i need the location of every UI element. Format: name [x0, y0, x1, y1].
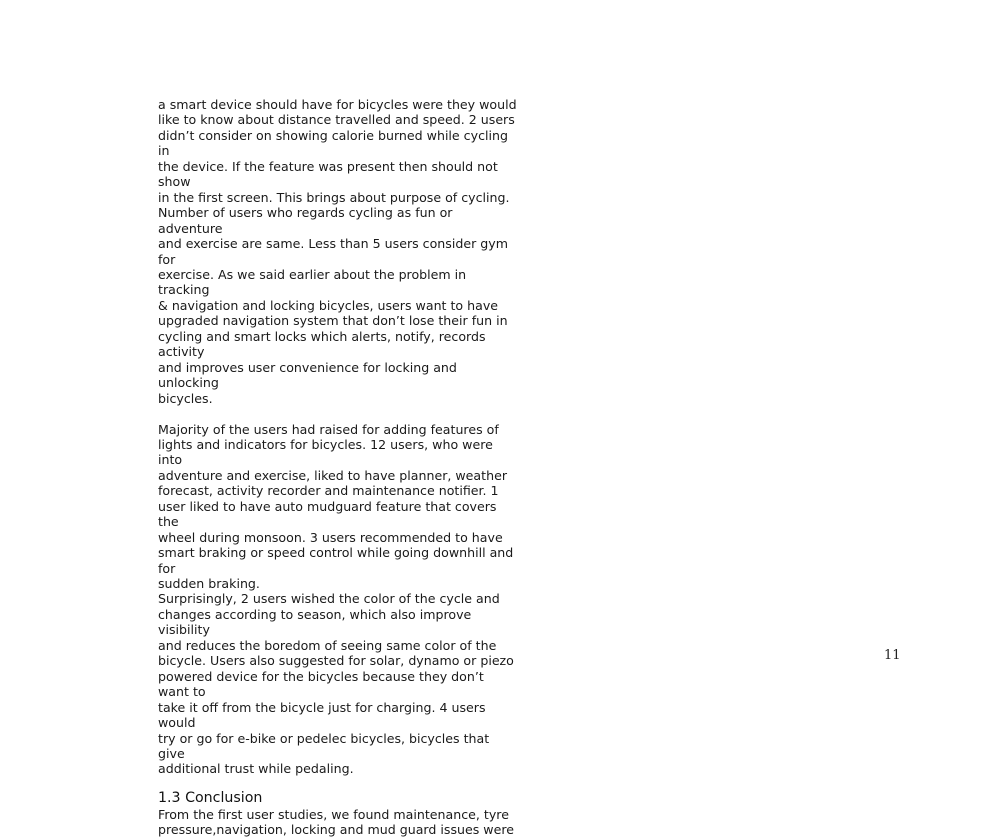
paragraph-device-features: a smart device should have for bicycles were they would like to know about distance travelled and speed. 2 users didn’t consider on showing calorie burned while cycling in the device. If the feature was present then should not show in the first screen. This brings about purpose of cycling. Number of users who regards cycling as fun or adventure and exercise are same. Less than 5 users consider gym for exercise. As we said earlier about the problem in tracking & navigation and locking bicycles, users want to have upgraded navigation system that don’t lose their fun in cycling and smart locks which alerts, notify, records activity and improves user convenience for locking and unlocking bicycles.: [158, 97, 517, 406]
text-column: [158, 97, 518, 838]
section-heading-conclusion: 1.3 Conclusion: [158, 789, 263, 806]
paragraph-color-and-power: Surprisingly, 2 users wished the color of the cycle and changes according to season, which also improve visibility and reduces the boredom of seeing same color of the bicycle. Users also suggested for solar, dynamo or piezo powered device for the bicycles because they don’t want to take it off from the bicycle just for charging. 4 users would try or go for e-bike or pedelec bicycles, bicycles that give additional trust while pedaling.: [158, 591, 514, 777]
page-number: 11: [884, 648, 901, 663]
paragraph-conclusion: From the first user studies, we found maintenance, tyre pressure,navigation, locking and mud guard issues were: [158, 806, 514, 838]
paragraph-additional-features: Majority of the users had raised for adding features of lights and indicators for bicycles. 12 users, who were into adventure and exercise, liked to have planner, weather forecast, activity recorder and maintenance notifier. 1 user liked to have auto mudguard feature that covers the wheel during monsoon. 3 users recommended to have smart braking or speed control while going downhill and for sudden braking.: [158, 421, 514, 592]
